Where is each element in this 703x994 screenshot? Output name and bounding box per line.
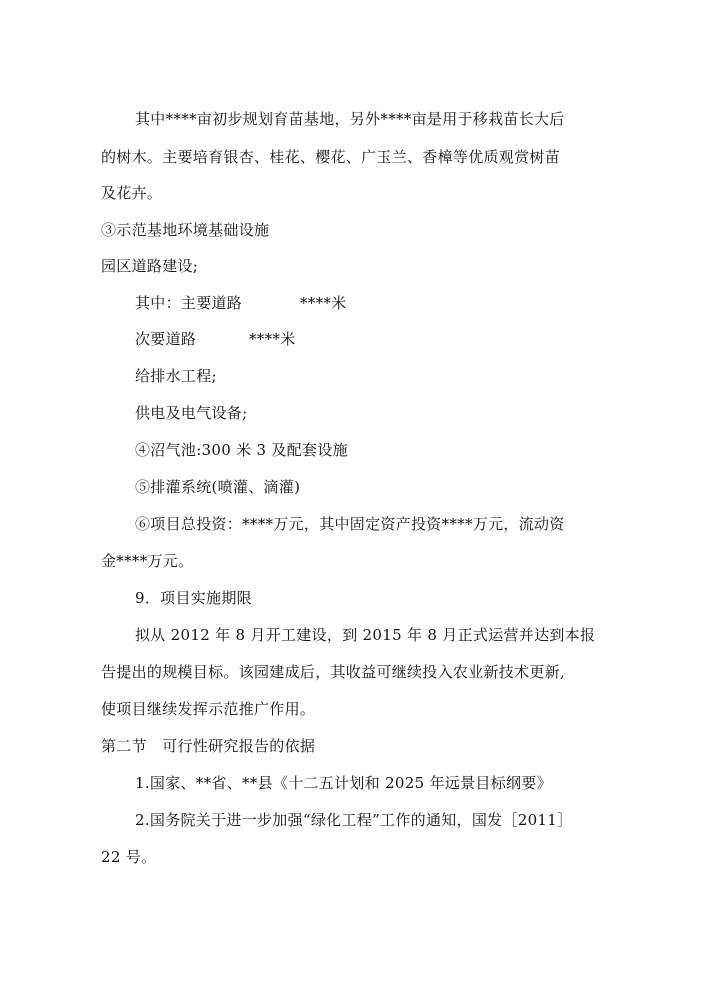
- list-item: 2.国务院关于进一步加强“绿化工程”工作的通知，国发［2011］: [135, 811, 573, 829]
- list-item: ⑤排灌系统(喷灌、滴灌): [135, 478, 301, 496]
- numbered-heading: 9．项目实施期限: [135, 589, 252, 607]
- paragraph-line: 金****万元。: [101, 552, 194, 570]
- paragraph-line: 供电及电气设备;: [135, 404, 248, 422]
- section-heading: ③示范基地环境基础设施: [101, 221, 270, 239]
- list-item: ⑥项目总投资：****万元，其中固定资产投资****万元，流动资: [135, 515, 565, 533]
- paragraph-line: 园区道路建设;: [101, 257, 199, 275]
- paragraph-line: 的树木。主要培育银杏、桂花、樱花、广玉兰、香樟等优质观赏树苗: [101, 148, 561, 166]
- list-item: ④沼气池:300 米 3 及配套设施: [135, 441, 348, 459]
- list-item: 1.国家、**省、**县《十二五计划和 2025 年远景目标纲要》: [135, 774, 552, 792]
- paragraph-line: 22 号。: [101, 848, 157, 866]
- paragraph-line: 告提出的规模目标。该园建成后，其收益可继续投入农业新技术更新,: [101, 663, 566, 681]
- paragraph-line: 拟从 2012 年 8 月开工建设，到 2015 年 8 月正式运营并达到本报: [135, 626, 596, 644]
- secondary-road-label: 次要道路: [135, 330, 197, 348]
- section-heading: 第二节 可行性研究报告的依据: [101, 737, 316, 755]
- paragraph-line: 其中****亩初步规划育苗基地，另外****亩是用于移栽苗长大后: [135, 110, 565, 128]
- paragraph-line: 及花卉。: [101, 184, 163, 202]
- secondary-road-value: ****米: [249, 330, 296, 348]
- main-road-label: 其中：主要道路: [135, 294, 243, 312]
- paragraph-line: 使项目继续发挥示范推广作用。: [101, 700, 316, 718]
- main-road-value: ****米: [300, 294, 347, 312]
- paragraph-line: 给排水工程;: [135, 367, 217, 385]
